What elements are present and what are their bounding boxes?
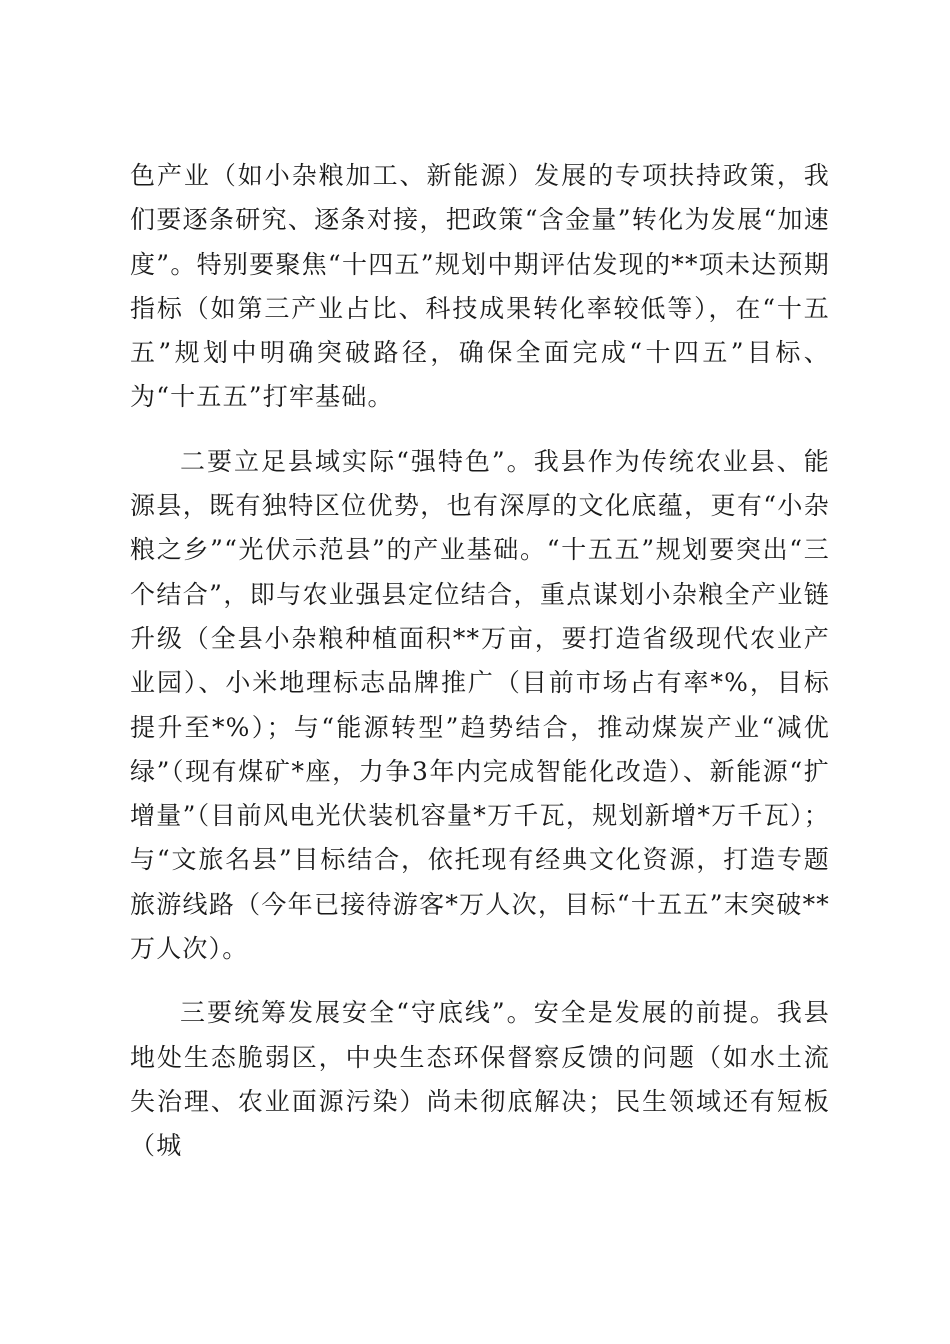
document-body [130,154,830,1189]
paragraph-continued: 色产业（如小杂粮加工、新能源）发展的专项扶持政策，我们要逐条研究、逐条对接，把政策“含金量”转化为发展“加速度”。特别要聚焦“十四五”规划中期评估发现的**项未达预期指标（如第三产业占比、科技成果转化率较低等），在“十五五”规划中明确突破路径，确保全面完成“十四五”目标、为“十五五”打牢基础。 [130,161,830,412]
paragraph-strengthen-features: 二要立足县域实际“强特色”。我县作为传统农业县、能源县，既有独特区位优势，也有深厚的文化底蕴，更有“小杂粮之乡”“光伏示范县”的产业基础。“十五五”规划要突出“三个结合”，即与农业强县定位结合，重点谋划小杂粮全产业链升级（全县小杂粮种植面积**万亩，要打造省级现代农业产业园）、小米地理标志品牌推广（目前市场占有率*%，目标提升至*%）；与“能源转型”趋势结合，推动煤炭产业“减优绿”（现有煤矿*座，力争3年内完成智能化改造）、新能源“扩增量”（目前风电光伏装机容量*万千瓦，规划新增*万千瓦）；与“文旅名县”目标结合，依托现有经典文化资源，打造专题旅游线路（今年已接待游客*万人次，目标“十五五”末突破**万人次）。 [130,446,830,964]
paragraph-safety-bottom-line: 三要统筹发展安全“守底线”。安全是发展的前提。我县地处生态脆弱区，中央生态环保督察反馈的问题（如水土流失治理、农业面源污染）尚未彻底解决；民生领域还有短板（城 [130,998,830,1161]
